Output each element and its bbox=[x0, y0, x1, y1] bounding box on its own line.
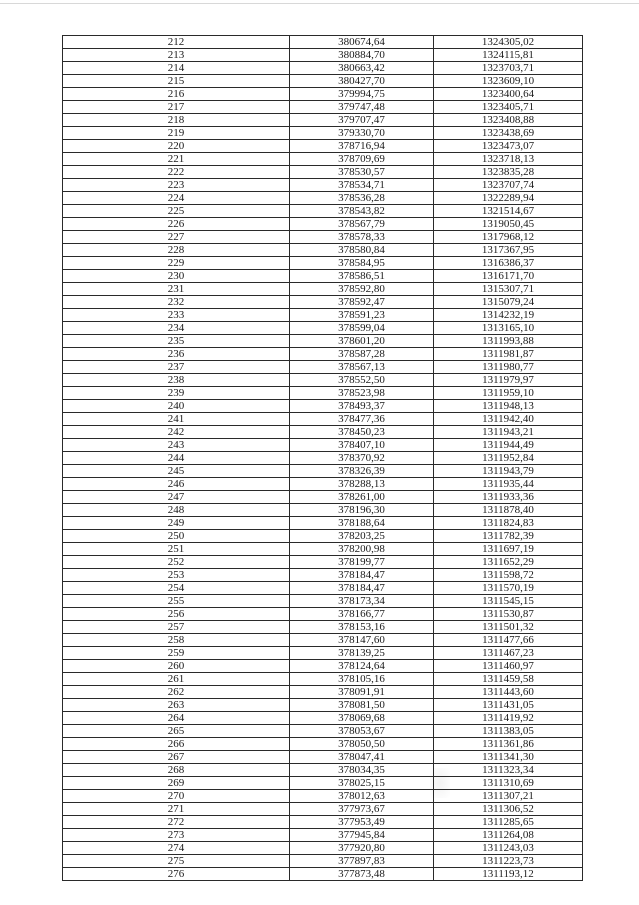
x-coordinate-cell: 379330,70 bbox=[290, 127, 434, 140]
x-coordinate-cell: 378200,98 bbox=[290, 543, 434, 556]
y-coordinate-cell: 1311824,83 bbox=[434, 517, 583, 530]
point-number-cell: 257 bbox=[63, 621, 290, 634]
table-row bbox=[63, 829, 583, 842]
x-coordinate-cell: 378047,41 bbox=[290, 751, 434, 764]
point-number-cell: 238 bbox=[63, 374, 290, 387]
table-row bbox=[63, 166, 583, 179]
y-coordinate-cell: 1311501,32 bbox=[434, 621, 583, 634]
y-coordinate-cell: 1311598,72 bbox=[434, 569, 583, 582]
point-number-cell: 275 bbox=[63, 855, 290, 868]
point-number-cell: 231 bbox=[63, 283, 290, 296]
table-row bbox=[63, 465, 583, 478]
x-coordinate-cell: 377873,48 bbox=[290, 868, 434, 881]
y-coordinate-cell: 1311467,23 bbox=[434, 647, 583, 660]
y-coordinate-cell: 1311431,05 bbox=[434, 699, 583, 712]
y-coordinate-cell: 1311361,86 bbox=[434, 738, 583, 751]
y-coordinate-cell: 1323718,13 bbox=[434, 153, 583, 166]
point-number-cell: 249 bbox=[63, 517, 290, 530]
point-number-cell: 265 bbox=[63, 725, 290, 738]
table-row bbox=[63, 413, 583, 426]
x-coordinate-cell: 378053,67 bbox=[290, 725, 434, 738]
table-row bbox=[63, 231, 583, 244]
point-number-cell: 229 bbox=[63, 257, 290, 270]
y-coordinate-cell: 1313165,10 bbox=[434, 322, 583, 335]
point-number-cell: 260 bbox=[63, 660, 290, 673]
x-coordinate-cell: 378592,80 bbox=[290, 283, 434, 296]
y-coordinate-cell: 1311570,19 bbox=[434, 582, 583, 595]
y-coordinate-cell: 1316386,37 bbox=[434, 257, 583, 270]
x-coordinate-cell: 378523,98 bbox=[290, 387, 434, 400]
x-coordinate-cell: 379707,47 bbox=[290, 114, 434, 127]
x-coordinate-cell: 378173,34 bbox=[290, 595, 434, 608]
y-coordinate-cell: 1323400,64 bbox=[434, 88, 583, 101]
table-row bbox=[63, 725, 583, 738]
y-coordinate-cell: 1323707,74 bbox=[434, 179, 583, 192]
table-row bbox=[63, 699, 583, 712]
table-row bbox=[63, 205, 583, 218]
y-coordinate-cell: 1311383,05 bbox=[434, 725, 583, 738]
table-row bbox=[63, 75, 583, 88]
point-number-cell: 251 bbox=[63, 543, 290, 556]
x-coordinate-cell: 377973,67 bbox=[290, 803, 434, 816]
table-row bbox=[63, 257, 583, 270]
table-row bbox=[63, 530, 583, 543]
table-row bbox=[63, 712, 583, 725]
y-coordinate-cell: 1311223,73 bbox=[434, 855, 583, 868]
y-coordinate-cell: 1311419,92 bbox=[434, 712, 583, 725]
y-coordinate-cell: 1311944,49 bbox=[434, 439, 583, 452]
x-coordinate-cell: 378536,28 bbox=[290, 192, 434, 205]
point-number-cell: 220 bbox=[63, 140, 290, 153]
point-number-cell: 261 bbox=[63, 673, 290, 686]
coordinates-table bbox=[62, 35, 583, 881]
table-row bbox=[63, 686, 583, 699]
point-number-cell: 216 bbox=[63, 88, 290, 101]
table-row bbox=[63, 179, 583, 192]
table-row bbox=[63, 127, 583, 140]
y-coordinate-cell: 1311943,21 bbox=[434, 426, 583, 439]
table-row bbox=[63, 387, 583, 400]
point-number-cell: 246 bbox=[63, 478, 290, 491]
point-number-cell: 255 bbox=[63, 595, 290, 608]
point-number-cell: 214 bbox=[63, 62, 290, 75]
x-coordinate-cell: 380663,42 bbox=[290, 62, 434, 75]
point-number-cell: 248 bbox=[63, 504, 290, 517]
point-number-cell: 258 bbox=[63, 634, 290, 647]
x-coordinate-cell: 378326,39 bbox=[290, 465, 434, 478]
table-row bbox=[63, 751, 583, 764]
scan-artifact bbox=[430, 768, 450, 798]
y-coordinate-cell: 1311310,69 bbox=[434, 777, 583, 790]
table-row bbox=[63, 478, 583, 491]
y-coordinate-cell: 1323438,69 bbox=[434, 127, 583, 140]
x-coordinate-cell: 378587,28 bbox=[290, 348, 434, 361]
point-number-cell: 219 bbox=[63, 127, 290, 140]
point-number-cell: 226 bbox=[63, 218, 290, 231]
table-row bbox=[63, 62, 583, 75]
x-coordinate-cell: 378050,50 bbox=[290, 738, 434, 751]
table-row bbox=[63, 764, 583, 777]
x-coordinate-cell: 378530,57 bbox=[290, 166, 434, 179]
table-row bbox=[63, 491, 583, 504]
x-coordinate-cell: 378091,91 bbox=[290, 686, 434, 699]
x-coordinate-cell: 378567,79 bbox=[290, 218, 434, 231]
y-coordinate-cell: 1314232,19 bbox=[434, 309, 583, 322]
point-number-cell: 274 bbox=[63, 842, 290, 855]
table-row bbox=[63, 335, 583, 348]
point-number-cell: 235 bbox=[63, 335, 290, 348]
point-number-cell: 241 bbox=[63, 413, 290, 426]
table-row bbox=[63, 348, 583, 361]
y-coordinate-cell: 1311979,97 bbox=[434, 374, 583, 387]
point-number-cell: 234 bbox=[63, 322, 290, 335]
point-number-cell: 236 bbox=[63, 348, 290, 361]
point-number-cell: 212 bbox=[63, 36, 290, 49]
x-coordinate-cell: 378584,95 bbox=[290, 257, 434, 270]
x-coordinate-cell: 377897,83 bbox=[290, 855, 434, 868]
x-coordinate-cell: 379747,48 bbox=[290, 101, 434, 114]
table-row bbox=[63, 842, 583, 855]
table-row bbox=[63, 49, 583, 62]
point-number-cell: 264 bbox=[63, 712, 290, 725]
point-number-cell: 242 bbox=[63, 426, 290, 439]
x-coordinate-cell: 378153,16 bbox=[290, 621, 434, 634]
y-coordinate-cell: 1317968,12 bbox=[434, 231, 583, 244]
point-number-cell: 230 bbox=[63, 270, 290, 283]
y-coordinate-cell: 1311243,03 bbox=[434, 842, 583, 855]
y-coordinate-cell: 1311980,77 bbox=[434, 361, 583, 374]
table-row bbox=[63, 660, 583, 673]
x-coordinate-cell: 378261,00 bbox=[290, 491, 434, 504]
y-coordinate-cell: 1311942,40 bbox=[434, 413, 583, 426]
y-coordinate-cell: 1315307,71 bbox=[434, 283, 583, 296]
x-coordinate-cell: 380884,70 bbox=[290, 49, 434, 62]
point-number-cell: 225 bbox=[63, 205, 290, 218]
y-coordinate-cell: 1323703,71 bbox=[434, 62, 583, 75]
table-row bbox=[63, 88, 583, 101]
y-coordinate-cell: 1311952,84 bbox=[434, 452, 583, 465]
x-coordinate-cell: 378407,10 bbox=[290, 439, 434, 452]
y-coordinate-cell: 1311545,15 bbox=[434, 595, 583, 608]
table-row bbox=[63, 374, 583, 387]
x-coordinate-cell: 378534,71 bbox=[290, 179, 434, 192]
y-coordinate-cell: 1311981,87 bbox=[434, 348, 583, 361]
point-number-cell: 232 bbox=[63, 296, 290, 309]
y-coordinate-cell: 1323609,10 bbox=[434, 75, 583, 88]
point-number-cell: 271 bbox=[63, 803, 290, 816]
point-number-cell: 223 bbox=[63, 179, 290, 192]
point-number-cell: 267 bbox=[63, 751, 290, 764]
y-coordinate-cell: 1311993,88 bbox=[434, 335, 583, 348]
point-number-cell: 243 bbox=[63, 439, 290, 452]
x-coordinate-cell: 378709,69 bbox=[290, 153, 434, 166]
x-coordinate-cell: 378578,33 bbox=[290, 231, 434, 244]
x-coordinate-cell: 378034,35 bbox=[290, 764, 434, 777]
y-coordinate-cell: 1311306,52 bbox=[434, 803, 583, 816]
table-row bbox=[63, 400, 583, 413]
y-coordinate-cell: 1311307,21 bbox=[434, 790, 583, 803]
y-coordinate-cell: 1311323,34 bbox=[434, 764, 583, 777]
coordinates-table-body bbox=[63, 36, 583, 881]
y-coordinate-cell: 1311933,36 bbox=[434, 491, 583, 504]
point-number-cell: 252 bbox=[63, 556, 290, 569]
point-number-cell: 221 bbox=[63, 153, 290, 166]
table-row bbox=[63, 621, 583, 634]
x-coordinate-cell: 378580,84 bbox=[290, 244, 434, 257]
point-number-cell: 213 bbox=[63, 49, 290, 62]
y-coordinate-cell: 1311459,58 bbox=[434, 673, 583, 686]
table-row bbox=[63, 218, 583, 231]
point-number-cell: 253 bbox=[63, 569, 290, 582]
table-row bbox=[63, 634, 583, 647]
table-row bbox=[63, 114, 583, 127]
table-row bbox=[63, 309, 583, 322]
table-row bbox=[63, 647, 583, 660]
x-coordinate-cell: 378012,63 bbox=[290, 790, 434, 803]
point-number-cell: 245 bbox=[63, 465, 290, 478]
y-coordinate-cell: 1323405,71 bbox=[434, 101, 583, 114]
y-coordinate-cell: 1311652,29 bbox=[434, 556, 583, 569]
y-coordinate-cell: 1311443,60 bbox=[434, 686, 583, 699]
point-number-cell: 259 bbox=[63, 647, 290, 660]
y-coordinate-cell: 1311959,10 bbox=[434, 387, 583, 400]
y-coordinate-cell: 1311477,66 bbox=[434, 634, 583, 647]
table-row bbox=[63, 582, 583, 595]
y-coordinate-cell: 1311948,13 bbox=[434, 400, 583, 413]
point-number-cell: 222 bbox=[63, 166, 290, 179]
point-number-cell: 269 bbox=[63, 777, 290, 790]
x-coordinate-cell: 378203,25 bbox=[290, 530, 434, 543]
point-number-cell: 224 bbox=[63, 192, 290, 205]
x-coordinate-cell: 378493,37 bbox=[290, 400, 434, 413]
point-number-cell: 247 bbox=[63, 491, 290, 504]
point-number-cell: 217 bbox=[63, 101, 290, 114]
x-coordinate-cell: 378370,92 bbox=[290, 452, 434, 465]
x-coordinate-cell: 378025,15 bbox=[290, 777, 434, 790]
table-row bbox=[63, 803, 583, 816]
y-coordinate-cell: 1316171,70 bbox=[434, 270, 583, 283]
y-coordinate-cell: 1311530,87 bbox=[434, 608, 583, 621]
x-coordinate-cell: 380674,64 bbox=[290, 36, 434, 49]
point-number-cell: 228 bbox=[63, 244, 290, 257]
y-coordinate-cell: 1311341,30 bbox=[434, 751, 583, 764]
x-coordinate-cell: 378166,77 bbox=[290, 608, 434, 621]
x-coordinate-cell: 378586,51 bbox=[290, 270, 434, 283]
table-row bbox=[63, 517, 583, 530]
y-coordinate-cell: 1322289,94 bbox=[434, 192, 583, 205]
x-coordinate-cell: 378199,77 bbox=[290, 556, 434, 569]
y-coordinate-cell: 1323835,28 bbox=[434, 166, 583, 179]
y-coordinate-cell: 1311193,12 bbox=[434, 868, 583, 881]
table-row bbox=[63, 101, 583, 114]
x-coordinate-cell: 378196,30 bbox=[290, 504, 434, 517]
y-coordinate-cell: 1315079,24 bbox=[434, 296, 583, 309]
table-row bbox=[63, 595, 583, 608]
x-coordinate-cell: 378591,23 bbox=[290, 309, 434, 322]
x-coordinate-cell: 378184,47 bbox=[290, 569, 434, 582]
x-coordinate-cell: 378567,13 bbox=[290, 361, 434, 374]
table-row bbox=[63, 322, 583, 335]
table-row bbox=[63, 608, 583, 621]
point-number-cell: 215 bbox=[63, 75, 290, 88]
x-coordinate-cell: 378184,47 bbox=[290, 582, 434, 595]
table-row bbox=[63, 868, 583, 881]
x-coordinate-cell: 377953,49 bbox=[290, 816, 434, 829]
table-row bbox=[63, 426, 583, 439]
x-coordinate-cell: 378147,60 bbox=[290, 634, 434, 647]
point-number-cell: 244 bbox=[63, 452, 290, 465]
y-coordinate-cell: 1311697,19 bbox=[434, 543, 583, 556]
x-coordinate-cell: 378543,82 bbox=[290, 205, 434, 218]
table-row bbox=[63, 270, 583, 283]
y-coordinate-cell: 1311460,97 bbox=[434, 660, 583, 673]
table-row bbox=[63, 556, 583, 569]
y-coordinate-cell: 1311264,08 bbox=[434, 829, 583, 842]
table-row bbox=[63, 452, 583, 465]
table-row bbox=[63, 543, 583, 556]
x-coordinate-cell: 377920,80 bbox=[290, 842, 434, 855]
point-number-cell: 266 bbox=[63, 738, 290, 751]
point-number-cell: 272 bbox=[63, 816, 290, 829]
point-number-cell: 218 bbox=[63, 114, 290, 127]
table-row bbox=[63, 140, 583, 153]
table-row bbox=[63, 296, 583, 309]
x-coordinate-cell: 378592,47 bbox=[290, 296, 434, 309]
point-number-cell: 239 bbox=[63, 387, 290, 400]
table-row bbox=[63, 36, 583, 49]
page-top-edge bbox=[0, 3, 639, 4]
x-coordinate-cell: 378601,20 bbox=[290, 335, 434, 348]
x-coordinate-cell: 378450,23 bbox=[290, 426, 434, 439]
point-number-cell: 233 bbox=[63, 309, 290, 322]
table-row bbox=[63, 738, 583, 751]
table-row bbox=[63, 504, 583, 517]
x-coordinate-cell: 379994,75 bbox=[290, 88, 434, 101]
table-row bbox=[63, 855, 583, 868]
y-coordinate-cell: 1311943,79 bbox=[434, 465, 583, 478]
point-number-cell: 240 bbox=[63, 400, 290, 413]
point-number-cell: 262 bbox=[63, 686, 290, 699]
point-number-cell: 237 bbox=[63, 361, 290, 374]
x-coordinate-cell: 378716,94 bbox=[290, 140, 434, 153]
x-coordinate-cell: 378477,36 bbox=[290, 413, 434, 426]
y-coordinate-cell: 1311782,39 bbox=[434, 530, 583, 543]
x-coordinate-cell: 377945,84 bbox=[290, 829, 434, 842]
x-coordinate-cell: 378124,64 bbox=[290, 660, 434, 673]
y-coordinate-cell: 1324305,02 bbox=[434, 36, 583, 49]
y-coordinate-cell: 1321514,67 bbox=[434, 205, 583, 218]
table-row bbox=[63, 361, 583, 374]
table-row bbox=[63, 790, 583, 803]
point-number-cell: 263 bbox=[63, 699, 290, 712]
x-coordinate-cell: 378188,64 bbox=[290, 517, 434, 530]
y-coordinate-cell: 1317367,95 bbox=[434, 244, 583, 257]
x-coordinate-cell: 378288,13 bbox=[290, 478, 434, 491]
table-row bbox=[63, 569, 583, 582]
y-coordinate-cell: 1324115,81 bbox=[434, 49, 583, 62]
table-row bbox=[63, 439, 583, 452]
table-row bbox=[63, 283, 583, 296]
x-coordinate-cell: 378599,04 bbox=[290, 322, 434, 335]
point-number-cell: 256 bbox=[63, 608, 290, 621]
x-coordinate-cell: 378081,50 bbox=[290, 699, 434, 712]
point-number-cell: 227 bbox=[63, 231, 290, 244]
point-number-cell: 254 bbox=[63, 582, 290, 595]
table-row bbox=[63, 777, 583, 790]
y-coordinate-cell: 1323473,07 bbox=[434, 140, 583, 153]
point-number-cell: 273 bbox=[63, 829, 290, 842]
x-coordinate-cell: 378105,16 bbox=[290, 673, 434, 686]
table-row bbox=[63, 153, 583, 166]
y-coordinate-cell: 1311285,65 bbox=[434, 816, 583, 829]
table-row bbox=[63, 816, 583, 829]
point-number-cell: 250 bbox=[63, 530, 290, 543]
table-row bbox=[63, 673, 583, 686]
x-coordinate-cell: 378139,25 bbox=[290, 647, 434, 660]
y-coordinate-cell: 1311878,40 bbox=[434, 504, 583, 517]
point-number-cell: 276 bbox=[63, 868, 290, 881]
table-row bbox=[63, 244, 583, 257]
y-coordinate-cell: 1323408,88 bbox=[434, 114, 583, 127]
x-coordinate-cell: 378552,50 bbox=[290, 374, 434, 387]
x-coordinate-cell: 378069,68 bbox=[290, 712, 434, 725]
point-number-cell: 270 bbox=[63, 790, 290, 803]
x-coordinate-cell: 380427,70 bbox=[290, 75, 434, 88]
y-coordinate-cell: 1311935,44 bbox=[434, 478, 583, 491]
y-coordinate-cell: 1319050,45 bbox=[434, 218, 583, 231]
point-number-cell: 268 bbox=[63, 764, 290, 777]
table-row bbox=[63, 192, 583, 205]
